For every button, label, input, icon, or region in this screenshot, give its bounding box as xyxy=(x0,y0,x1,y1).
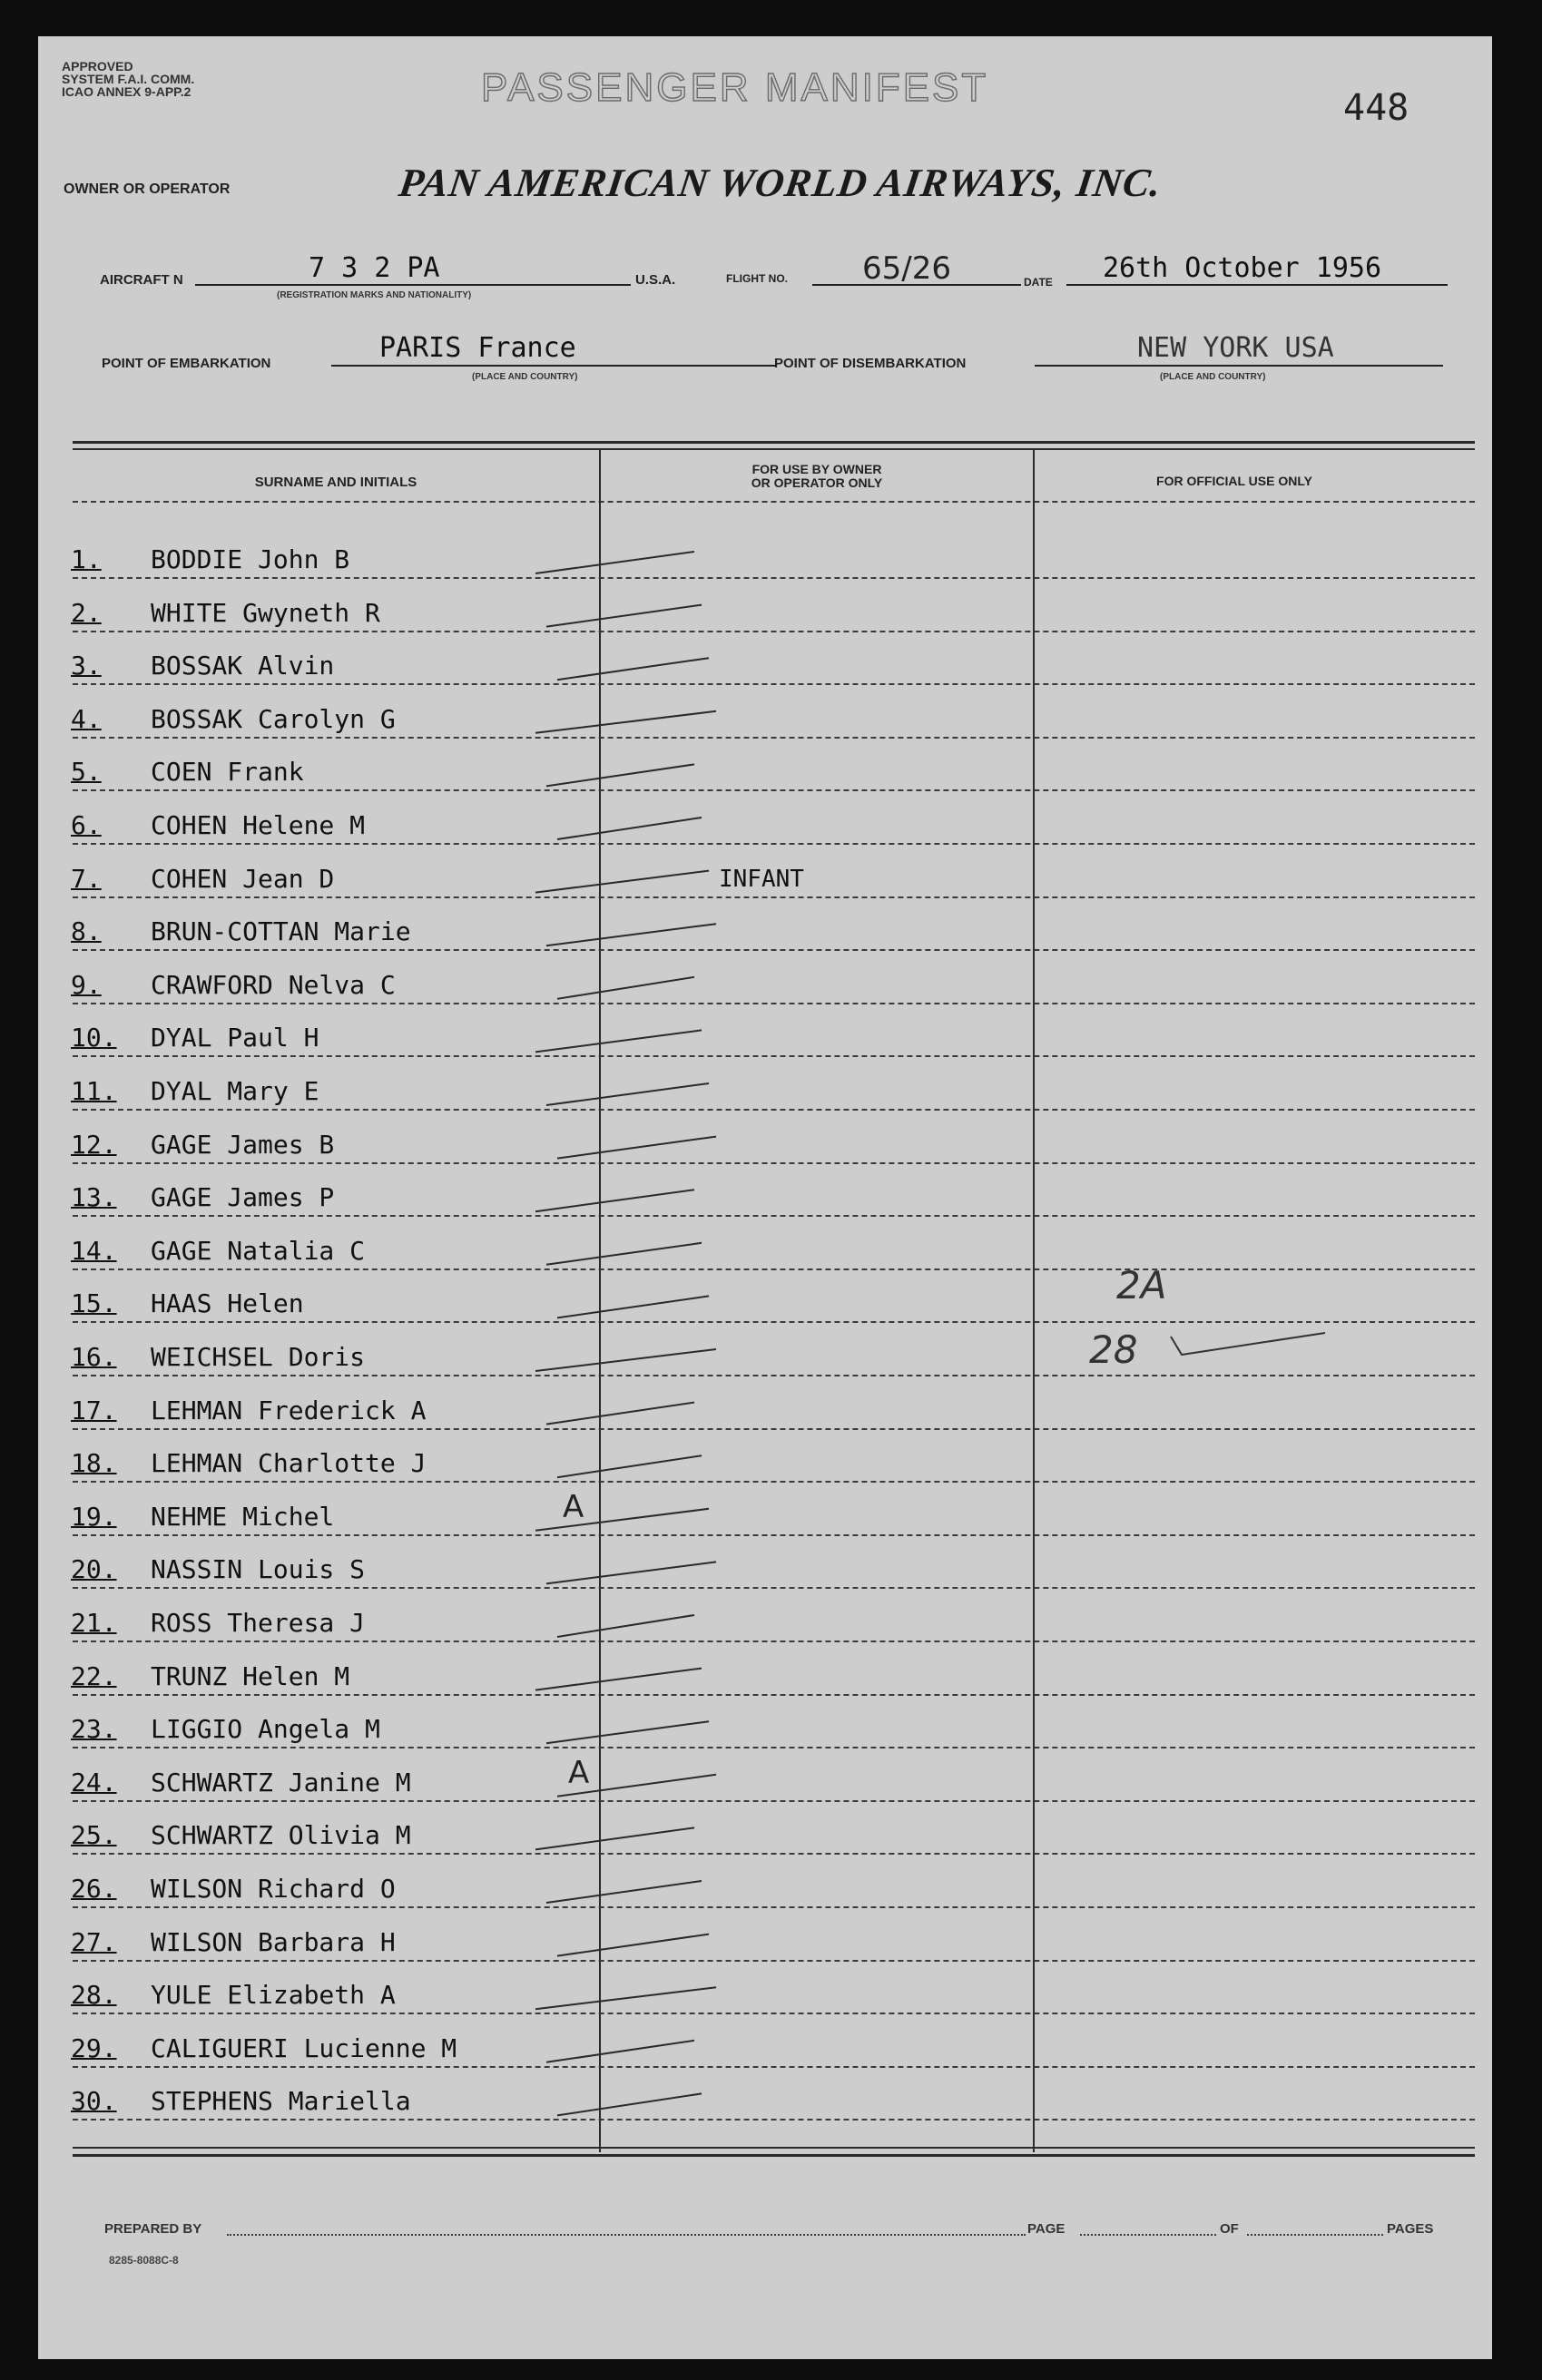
check-stroke xyxy=(546,1881,702,1903)
of-label: OF xyxy=(1220,2221,1239,2237)
embark-value: PARIS France xyxy=(379,332,576,364)
row-number: 26. xyxy=(71,1874,117,1904)
page-label: PAGE xyxy=(1027,2221,1066,2237)
passenger-name: GAGE James P xyxy=(151,1182,335,1213)
row-number: 9. xyxy=(71,969,102,1000)
passenger-name: HAAS Helen xyxy=(151,1288,304,1319)
passenger-name: ROSS Theresa J xyxy=(151,1608,366,1638)
passenger-name: SCHWARTZ Olivia M xyxy=(151,1820,411,1851)
pages-label: PAGES xyxy=(1387,2221,1434,2237)
prepared-by-label: PREPARED BY xyxy=(104,2221,202,2237)
check-mark xyxy=(1171,1333,1325,1355)
check-stroke xyxy=(535,1669,702,1690)
passenger-name: CRAWFORD Nelva C xyxy=(151,969,396,1000)
check-stroke xyxy=(557,977,694,999)
prepared-by-line xyxy=(227,2234,1026,2236)
page-number: 448 xyxy=(1343,87,1409,129)
aircraft-label: AIRCRAFT N xyxy=(100,272,183,288)
passenger-name: BODDIE John B xyxy=(151,544,350,574)
flight-label: FLIGHT NO. xyxy=(726,272,788,285)
check-stroke xyxy=(546,924,716,945)
of-line xyxy=(1247,2234,1383,2236)
check-stroke xyxy=(535,1987,716,2009)
check-stroke xyxy=(546,1403,694,1425)
passenger-name: YULE Elizabeth A xyxy=(151,1980,396,2011)
row-number: 15. xyxy=(71,1288,117,1319)
check-stroke xyxy=(557,1934,709,1956)
row-number: 20. xyxy=(71,1554,117,1585)
row-number: 21. xyxy=(71,1608,117,1638)
row-number: 18. xyxy=(71,1448,117,1479)
aircraft-sublabel: (REGISTRATION MARKS AND NATIONALITY) xyxy=(277,290,472,300)
check-stroke xyxy=(535,711,716,733)
flight-value: 65/26 xyxy=(862,250,951,287)
row-number: 3. xyxy=(71,651,102,681)
row-number: 2. xyxy=(71,597,102,628)
passenger-name: NEHME Michel xyxy=(151,1501,335,1532)
passenger-name: NASSIN Louis S xyxy=(151,1554,366,1585)
row-number: 7. xyxy=(71,863,102,894)
owner-use-note: INFANT xyxy=(719,865,804,893)
passenger-name: WILSON Barbara H xyxy=(151,1926,396,1957)
check-stroke xyxy=(535,1349,716,1371)
column-surname: SURNAME AND INITIALS xyxy=(254,475,417,490)
check-stroke xyxy=(535,871,709,893)
airline-name: PAN AMERICAN WORLD AIRWAYS, INC. xyxy=(396,161,1165,205)
form-code: 8285-8088C-8 xyxy=(109,2254,179,2267)
passenger-name: WILSON Richard O xyxy=(151,1874,396,1904)
passenger-name: COEN Frank xyxy=(151,757,304,788)
check-stroke xyxy=(557,1775,716,1797)
check-stroke xyxy=(546,1721,709,1743)
disembark-sublabel: (PLACE AND COUNTRY) xyxy=(1160,372,1266,382)
passenger-name: CALIGUERI Lucienne M xyxy=(151,2032,457,2063)
row-number: 16. xyxy=(71,1342,117,1372)
row-number: 25. xyxy=(71,1820,117,1851)
check-stroke xyxy=(546,605,702,627)
row-number: 27. xyxy=(71,1926,117,1957)
row-number: 24. xyxy=(71,1767,117,1797)
check-stroke xyxy=(535,1509,709,1531)
aircraft-value: 7 3 2 PA xyxy=(309,252,440,284)
row-number: 1. xyxy=(71,544,102,574)
check-stroke xyxy=(557,1137,716,1159)
official-mark-row-15: 2A xyxy=(1116,1263,1167,1308)
passenger-name: DYAL Mary E xyxy=(151,1076,319,1106)
passenger-name: BOSSAK Carolyn G xyxy=(151,703,396,734)
column-official-use: FOR OFFICIAL USE ONLY xyxy=(1156,474,1312,488)
check-stroke xyxy=(535,552,694,573)
check-stroke xyxy=(546,1083,709,1105)
check-stroke xyxy=(535,1827,694,1849)
passenger-name: STEPHENS Mariella xyxy=(151,2086,411,2117)
official-mark-row-16: 28 xyxy=(1089,1327,1138,1372)
check-stroke xyxy=(546,1562,716,1583)
passenger-name: GAGE James B xyxy=(151,1129,335,1160)
check-stroke xyxy=(546,1243,702,1265)
row-number: 28. xyxy=(71,1980,117,2011)
row-number: 11. xyxy=(71,1076,117,1106)
passenger-name: DYAL Paul H xyxy=(151,1023,319,1053)
embark-label: POINT OF EMBARKATION xyxy=(102,356,271,371)
passenger-name: GAGE Natalia C xyxy=(151,1235,366,1266)
passenger-name: COHEN Helene M xyxy=(151,810,366,840)
check-stroke xyxy=(557,1615,694,1637)
passenger-name: TRUNZ Helen M xyxy=(151,1660,350,1691)
row-number: 17. xyxy=(71,1395,117,1425)
row-number: 10. xyxy=(71,1023,117,1053)
row-number: 14. xyxy=(71,1235,117,1266)
form-title: PASSENGER MANIFEST xyxy=(481,65,989,110)
passenger-name: BOSSAK Alvin xyxy=(151,651,335,681)
passenger-name: COHEN Jean D xyxy=(151,863,335,894)
check-stroke xyxy=(557,818,702,839)
row-number: 19. xyxy=(71,1501,117,1532)
passenger-name: WHITE Gwyneth R xyxy=(151,597,380,628)
row-number: 12. xyxy=(71,1129,117,1160)
passenger-name: LEHMAN Frederick A xyxy=(151,1395,427,1425)
passenger-name: LEHMAN Charlotte J xyxy=(151,1448,427,1479)
check-stroke xyxy=(546,764,694,786)
check-stroke xyxy=(557,1455,702,1477)
check-stroke xyxy=(557,2093,702,2115)
row-number: 30. xyxy=(71,2086,117,2117)
passenger-name: BRUN-COTTAN Marie xyxy=(151,916,411,947)
row-number: 13. xyxy=(71,1182,117,1213)
row-number: 8. xyxy=(71,916,102,947)
page-line xyxy=(1080,2234,1216,2236)
row-number: 4. xyxy=(71,703,102,734)
check-stroke xyxy=(557,1296,709,1317)
passenger-name: LIGGIO Angela M xyxy=(151,1714,380,1745)
passenger-name: WEICHSEL Doris xyxy=(151,1342,366,1372)
row-number: 29. xyxy=(71,2032,117,2063)
approval-note: APPROVED SYSTEM F.A.I. COMM. ICAO ANNEX 9-APP.2 xyxy=(62,59,195,99)
margin-mark-row-24: A xyxy=(568,1754,590,1791)
check-stroke xyxy=(535,1030,702,1052)
disembark-label: POINT OF DISEMBARKATION xyxy=(774,356,967,371)
column-owner-use: FOR USE BY OWNER OR OPERATOR ONLY xyxy=(751,462,883,490)
date-value: 26th October 1956 xyxy=(1103,252,1382,284)
date-label: DATE xyxy=(1024,276,1053,289)
row-number: 5. xyxy=(71,757,102,788)
check-stroke xyxy=(535,1190,694,1211)
check-stroke xyxy=(546,2041,694,2062)
usa-label: U.S.A. xyxy=(635,272,676,288)
disembark-value: NEW YORK USA xyxy=(1137,332,1334,364)
embark-sublabel: (PLACE AND COUNTRY) xyxy=(472,372,578,382)
row-number: 23. xyxy=(71,1714,117,1745)
margin-mark-row-19: A xyxy=(563,1488,584,1525)
owner-label: OWNER OR OPERATOR xyxy=(64,181,231,197)
check-stroke xyxy=(557,658,709,680)
passenger-name: SCHWARTZ Janine M xyxy=(151,1767,411,1797)
row-number: 6. xyxy=(71,810,102,840)
row-number: 22. xyxy=(71,1660,117,1691)
